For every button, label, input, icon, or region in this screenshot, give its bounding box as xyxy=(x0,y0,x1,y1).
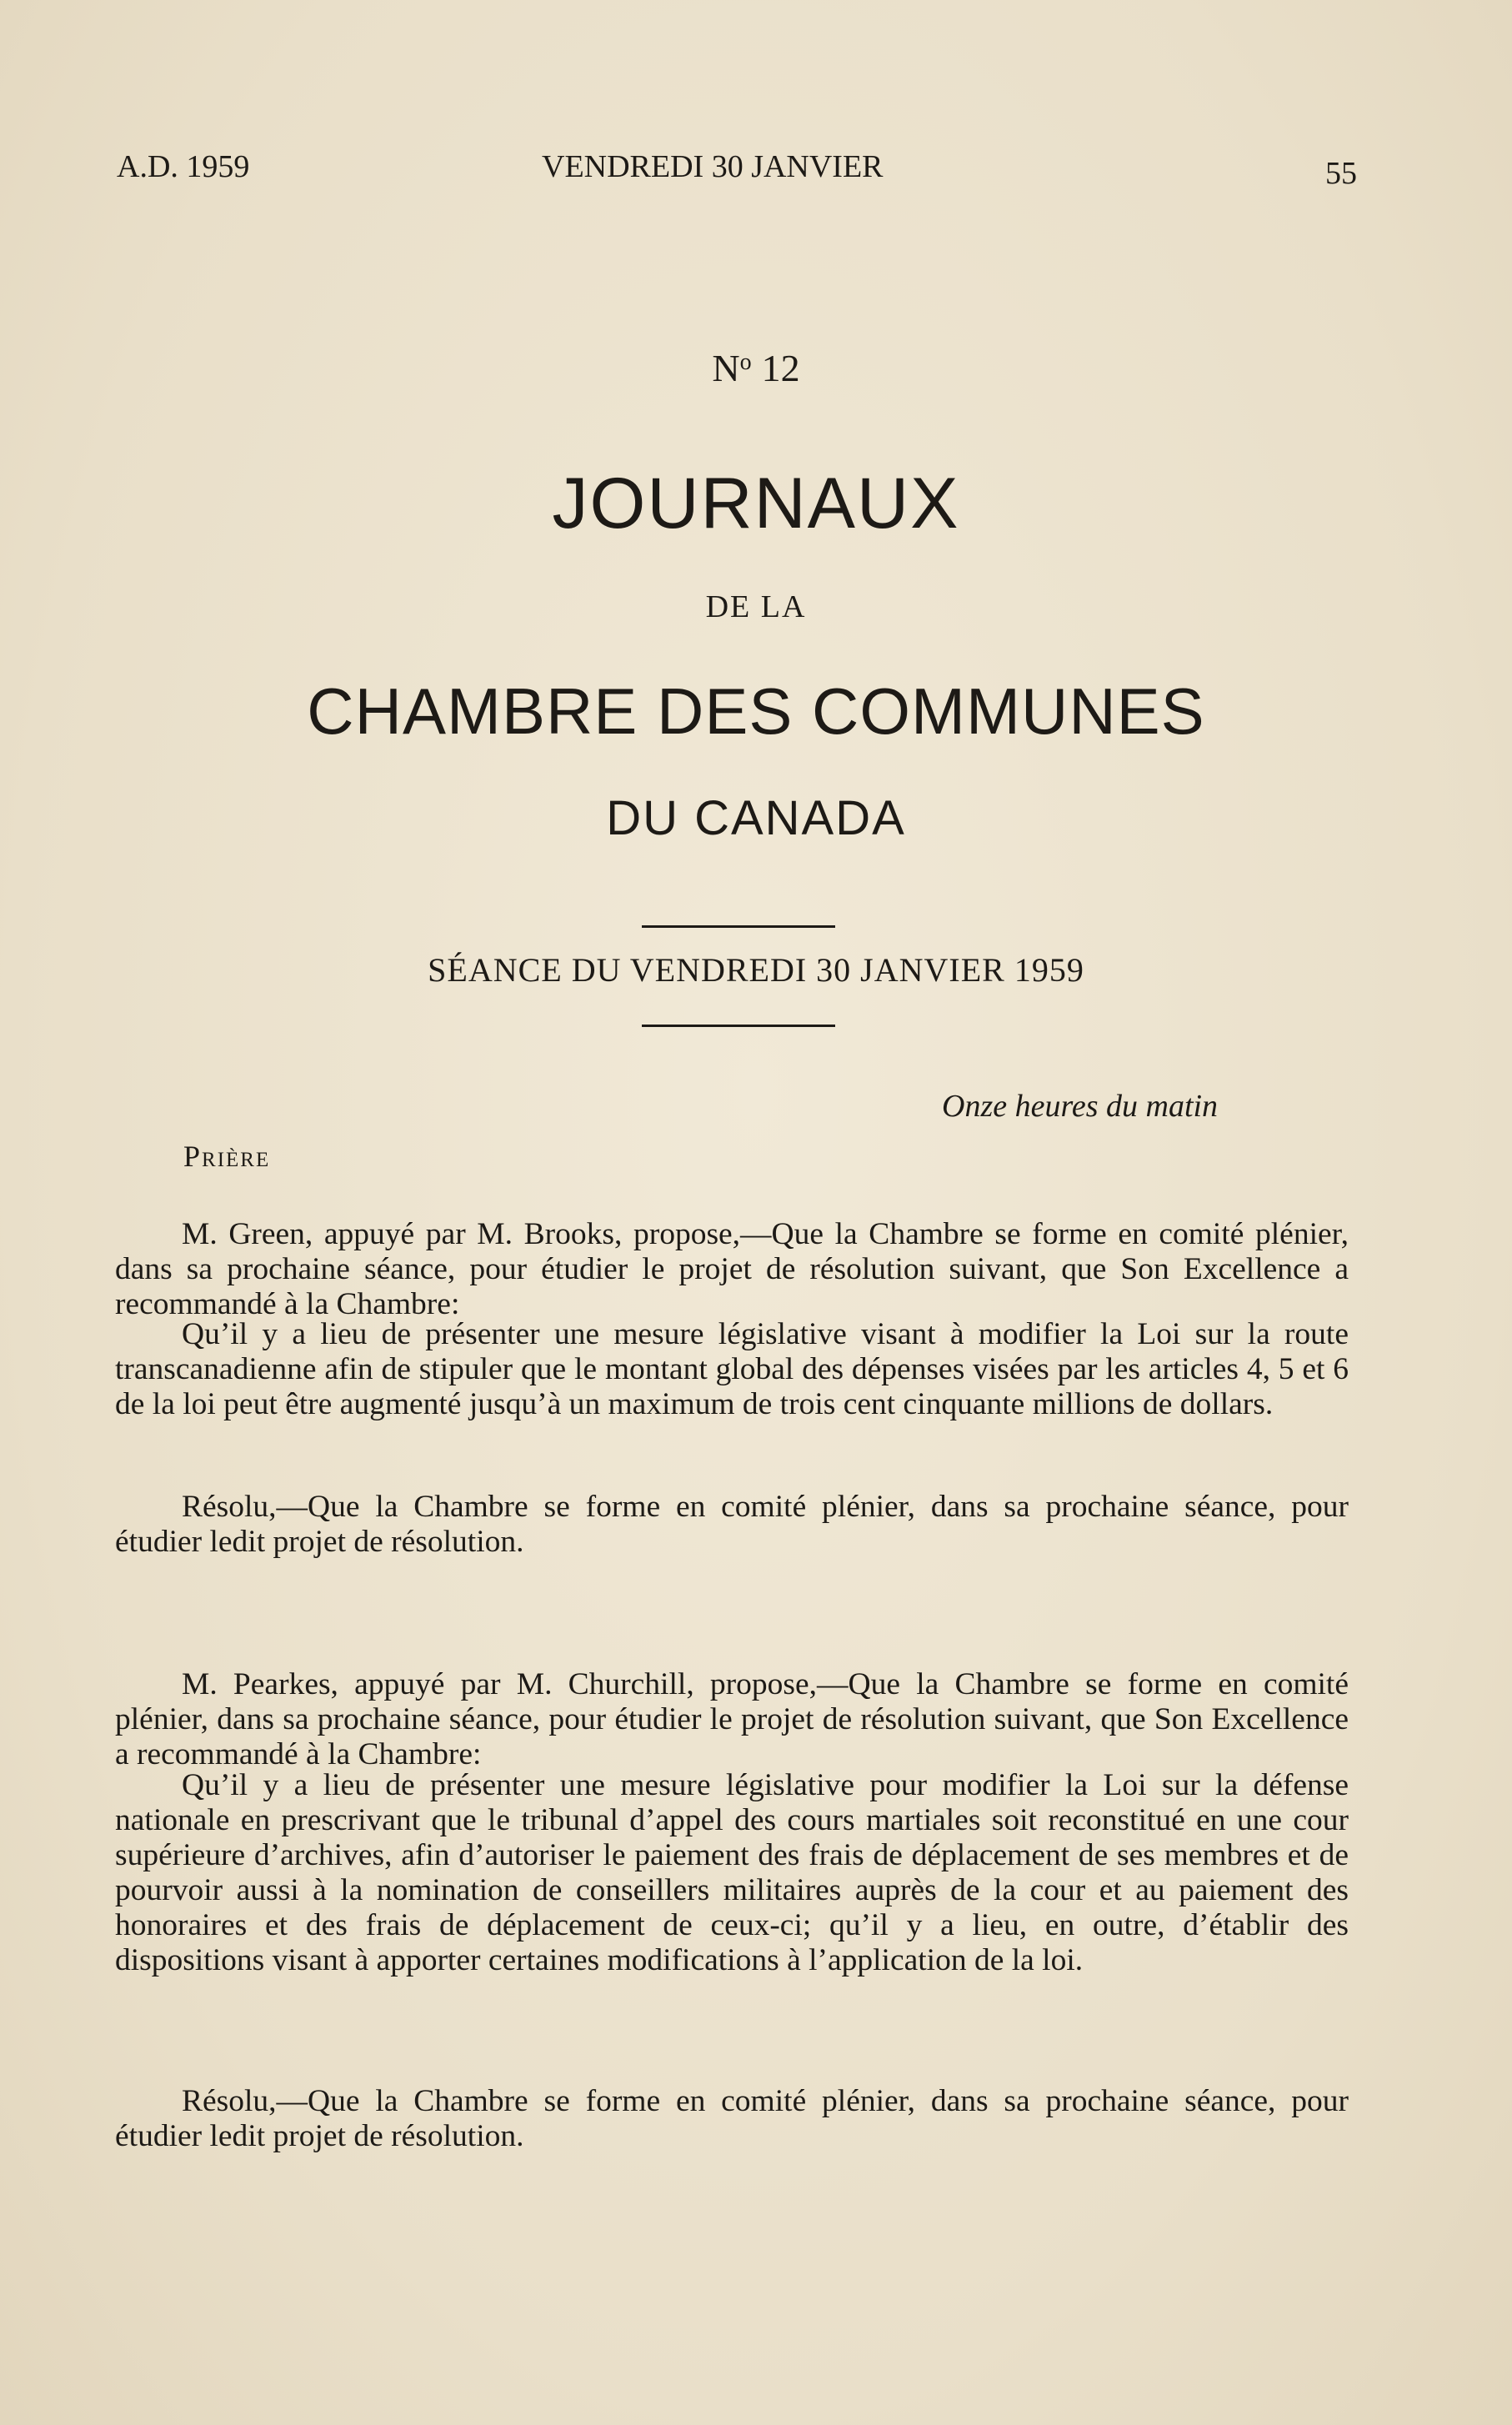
paragraph-resolved-2: Résolu,—Que la Chambre se forme en comité plénier, dans sa prochaine séance, pour étudier ledit projet de résolution. xyxy=(115,2084,1349,2153)
prayer-heading: Prière xyxy=(183,1140,271,1173)
paragraph-defense-resolution: Qu’il y a lieu de présenter une mesure législative pour modifier la Loi sur la défense nationale en prescrivant que le tribunal d’appel des cours martiales soit reconstitué en une cour supérieure d’archives, afin d’autoriser le paiement des frais de déplacement de ses membres et de pourvoir aussi à la nomination de conseillers militaires auprès de la cour et au paiement des honoraires et des frais de déplacement de ceux-ci; qu’il y a lieu, en outre, d’établir des dispositions visant à apporter certaines modifications à l’application de la loi. xyxy=(115,1768,1349,1977)
divider-rule-top xyxy=(642,925,835,928)
running-head-date: VENDREDI 30 JANVIER xyxy=(542,149,884,184)
paragraph-green-motion: M. Green, appuyé par M. Brooks, propose,—Que la Chambre se forme en comité plénier, dans sa prochaine séance, pour étudier le projet de résolution suivant, que Son Excellence a recommandé à la Chambre: xyxy=(115,1217,1349,1321)
masthead-de-la: DE LA xyxy=(705,589,807,624)
issue-number xyxy=(0,346,1512,390)
running-head xyxy=(0,148,1512,190)
paragraph-pearkes-motion: M. Pearkes, appuyé par M. Churchill, propose,—Que la Chambre se forme en comité plénier, dans sa prochaine séance, pour étudier le projet de résolution suivant, que Son Excellence a recommandé à la Chambre: xyxy=(115,1667,1349,1771)
paragraph-resolved-1: Résolu,—Que la Chambre se forme en comité plénier, dans sa prochaine séance, pour étudier ledit projet de résolution. xyxy=(115,1490,1349,1559)
session-heading: SÉANCE DU VENDREDI 30 JANVIER 1959 xyxy=(428,951,1084,989)
running-head-year: A.D. 1959 xyxy=(117,149,250,184)
paragraph-transcanada-resolution: Qu’il y a lieu de présenter une mesure législative visant à modifier la Loi sur la route transcanadienne afin de stipuler que le montant global des dépenses visées par les articles 4, 5 et 6 de la loi peut être augmenté jusqu’à un maximum de trois cent cinquante millions de dollars. xyxy=(115,1317,1349,1421)
session-time: Onze heures du matin xyxy=(942,1089,1219,1124)
issue-prefix: N xyxy=(712,347,740,389)
masthead-title: JOURNAUX xyxy=(552,463,960,544)
divider-rule-bottom xyxy=(642,1025,835,1027)
issue-number-value: 12 xyxy=(761,347,800,389)
page-number: 55 xyxy=(1325,156,1357,191)
masthead-canada: DU CANADA xyxy=(606,791,906,845)
masthead-chambre: CHAMBRE DES COMMUNES xyxy=(307,674,1205,748)
issue-degree: o xyxy=(739,349,752,375)
